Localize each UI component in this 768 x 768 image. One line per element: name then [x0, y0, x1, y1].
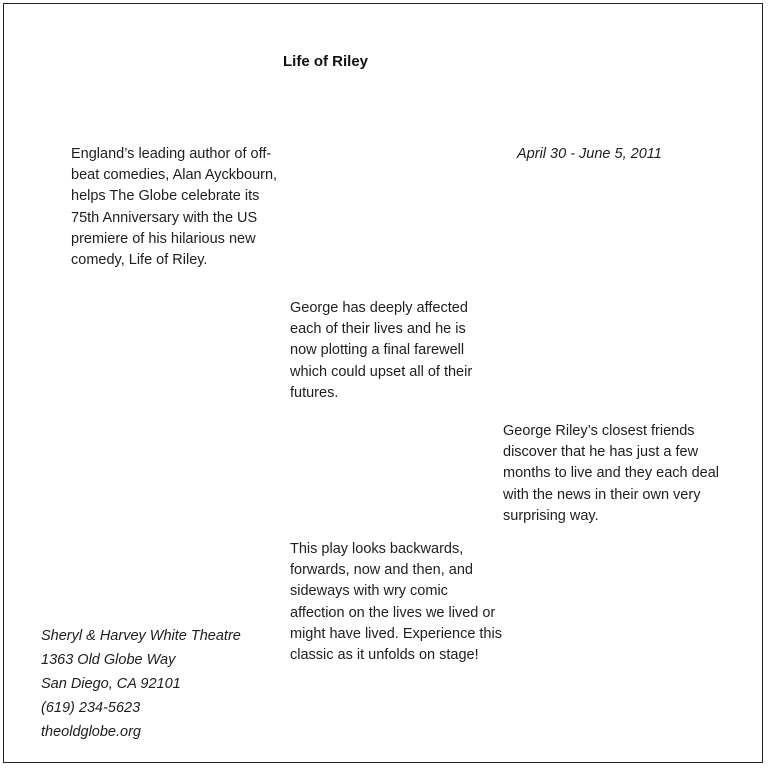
venue-phone: (619) 234-5623 [41, 700, 141, 716]
venue-website: theoldglobe.org [41, 724, 141, 740]
plot-paragraph: George has deeply affected each of their lives and he is now plotting a final farewell which could upset all of their futures. [290, 300, 473, 401]
venue-street: 1363 Old Globe Way [41, 652, 176, 668]
intro-paragraph: England’s leading author of off-beat comedies, Alan Ayckbourn, helps The Globe celebrate its 75th Anniversary with the US premiere of his hilarious new comedy, Life of Riley. [71, 146, 278, 269]
venue-address [41, 624, 241, 744]
run-dates: April 30 - June 5, 2011 [517, 146, 662, 162]
classic-paragraph: This play looks backwards, forwards, now and then, and sideways with wry comic affection on the lives we lived or might have lived. Experience this classic as it unfolds on stage! [290, 541, 502, 664]
friends-paragraph: George Riley’s closest friends discover that he has just a few months to live and they each deal with the news in their own very surprising way. [503, 423, 720, 524]
venue-city: San Diego, CA 92101 [41, 676, 181, 692]
venue-name: Sheryl & Harvey White Theatre [41, 628, 241, 644]
page-title: Life of Riley [283, 53, 369, 70]
